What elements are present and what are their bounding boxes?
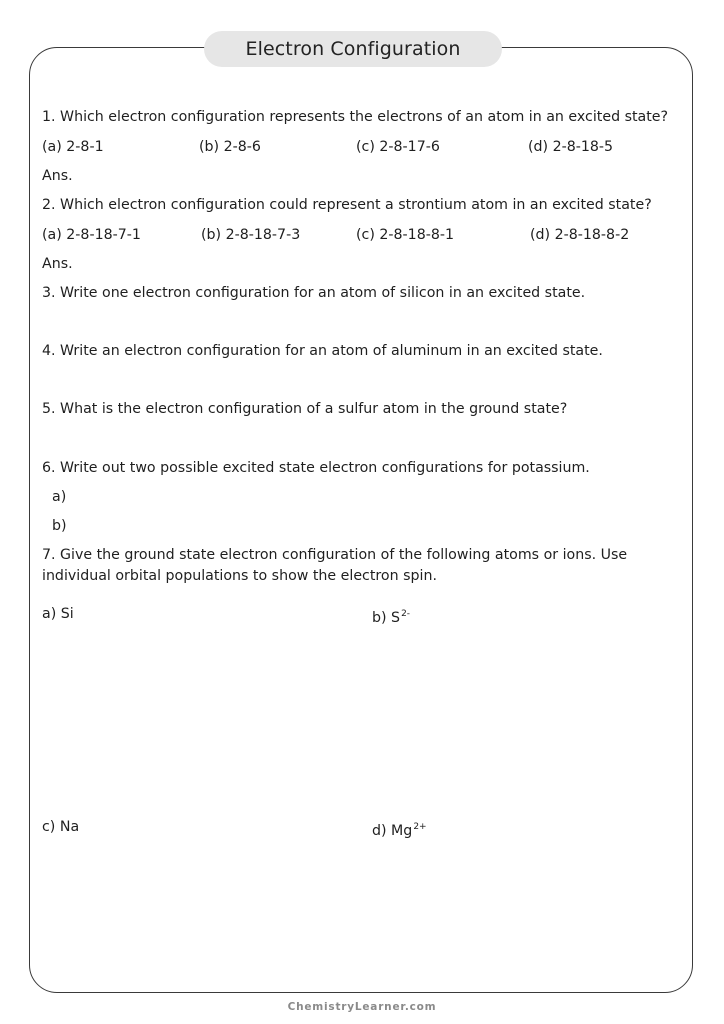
- q7-item-a: [42, 605, 74, 623]
- q7-item-b-label: b) S: [372, 610, 401, 626]
- question-3: 3. Write one electron configuration for an atom of silicon in an excited state.: [42, 285, 586, 301]
- q2-option-a: (a) 2-8-18-7-1: [42, 227, 141, 243]
- q7-item-a-label: a) Si: [42, 606, 74, 622]
- question-6: 6. Write out two possible excited state electron configurations for potassium.: [42, 460, 590, 476]
- question-5: 5. What is the electron configuration of a sulfur atom in the ground state?: [42, 401, 568, 417]
- q7-item-d-label: d) Mg: [372, 823, 413, 839]
- question-4: 4. Write an electron configuration for an atom of aluminum in an excited state.: [42, 343, 603, 359]
- footer-watermark: ChemistryLearner.com: [287, 1001, 437, 1013]
- q7-item-d-charge: 2+: [413, 822, 427, 832]
- q6-part-b: b): [52, 518, 67, 534]
- worksheet-title: Electron Configuration: [204, 31, 502, 67]
- q1-answer-label: Ans.: [42, 168, 73, 184]
- q7-item-c: [42, 818, 79, 836]
- q2-option-d: (d) 2-8-18-8-2: [530, 227, 630, 243]
- q7-item-d: [372, 818, 427, 840]
- q1-option-a: (a) 2-8-1: [42, 139, 104, 155]
- q7-item-b: [372, 605, 410, 627]
- q1-option-c: (c) 2-8-17-6: [356, 139, 440, 155]
- question-2: 2. Which electron configuration could represent a strontium atom in an excited state?: [42, 197, 652, 213]
- q7-item-c-label: c) Na: [42, 819, 80, 835]
- q7-item-b-charge: 2-: [401, 609, 411, 619]
- question-1: 1. Which electron configuration represents the electrons of an atom in an excited state?: [42, 109, 669, 125]
- q6-part-a: a): [52, 489, 67, 505]
- worksheet-frame: [29, 47, 693, 993]
- q2-option-c: (c) 2-8-18-8-1: [356, 227, 455, 243]
- question-7-line-1: 7. Give the ground state electron configuration of the following atoms or ions. Use: [42, 547, 628, 563]
- question-7-line-2: individual orbital populations to show the electron spin.: [42, 568, 437, 584]
- q2-option-b: (b) 2-8-18-7-3: [201, 227, 301, 243]
- q2-answer-label: Ans.: [42, 256, 73, 272]
- q1-option-d: (d) 2-8-18-5: [528, 139, 614, 155]
- q1-option-b: (b) 2-8-6: [199, 139, 261, 155]
